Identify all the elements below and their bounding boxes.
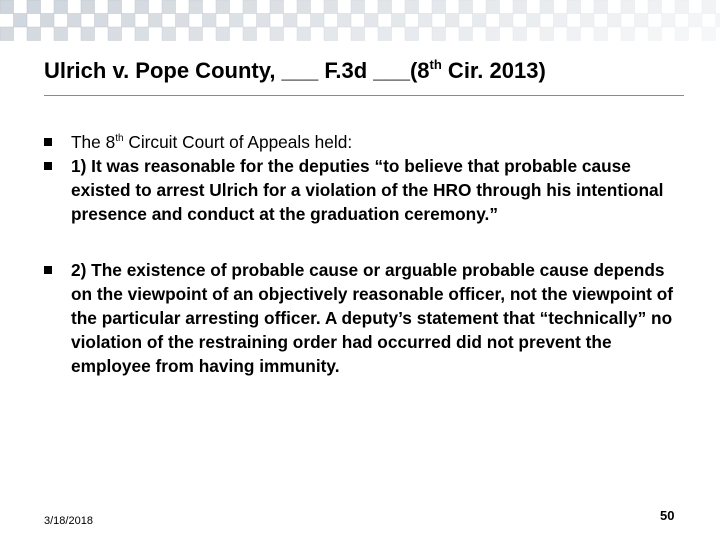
checker-square — [243, 0, 257, 14]
checker-square — [459, 27, 473, 41]
bullet-1-post: Circuit Court of Appeals held: — [123, 132, 353, 152]
checker-square — [162, 0, 176, 14]
checker-square — [567, 0, 581, 14]
bullet-2-text: 1) It was reasonable for the deputies “to believe that probable cause existed to arrest Ulrich for a violation of the HRO through his intentional presence and conduct at the graduation ceremony.” — [71, 156, 664, 224]
checker-square — [635, 14, 649, 28]
title-main: Ulrich v. Pope County, ___ F.3d ___(8 — [44, 58, 430, 83]
bullet-item — [44, 258, 684, 378]
checker-square — [176, 14, 190, 28]
checker-square — [27, 0, 41, 14]
checker-square — [392, 14, 406, 28]
checker-square — [135, 27, 149, 41]
checker-square — [365, 14, 379, 28]
bullet-1-superscript: th — [115, 133, 124, 145]
checker-square — [324, 0, 338, 14]
checker-square — [297, 0, 311, 14]
checker-square — [243, 27, 257, 41]
checker-square — [284, 14, 298, 28]
checker-square — [162, 27, 176, 41]
slide-title — [44, 56, 546, 86]
checker-square — [581, 14, 595, 28]
checker-square — [41, 14, 55, 28]
checker-square — [513, 27, 527, 41]
checker-square — [203, 14, 217, 28]
checker-square — [513, 0, 527, 14]
checker-square — [189, 0, 203, 14]
checker-square — [594, 0, 608, 14]
checker-square — [702, 0, 716, 14]
checker-pattern-decoration — [0, 0, 720, 42]
checker-square — [608, 14, 622, 28]
checker-square — [0, 27, 14, 41]
page-number: 50 — [660, 508, 675, 523]
checker-square — [351, 27, 365, 41]
checker-square — [297, 27, 311, 41]
checker-square — [95, 14, 109, 28]
checker-square — [122, 14, 136, 28]
checker-square — [702, 27, 716, 41]
bullet-item — [44, 154, 684, 226]
checker-square — [648, 27, 662, 41]
bullet-list — [44, 130, 684, 378]
checker-square — [378, 0, 392, 14]
checker-square — [689, 14, 703, 28]
checker-square — [149, 14, 163, 28]
checker-square — [81, 27, 95, 41]
checker-square — [311, 14, 325, 28]
checker-square — [675, 27, 689, 41]
checker-square — [27, 27, 41, 41]
checker-square — [405, 27, 419, 41]
checker-square — [216, 27, 230, 41]
checker-square — [54, 0, 68, 14]
checker-square — [257, 14, 271, 28]
checker-square — [527, 14, 541, 28]
checker-square — [567, 27, 581, 41]
checker-square — [270, 0, 284, 14]
checker-square — [675, 0, 689, 14]
checker-square — [351, 0, 365, 14]
checker-square — [419, 14, 433, 28]
checker-square — [216, 0, 230, 14]
checker-square — [648, 0, 662, 14]
checker-square — [54, 27, 68, 41]
bullet-item — [44, 130, 684, 154]
square-bullet-icon — [44, 162, 52, 170]
title-divider — [44, 95, 684, 96]
checker-square — [108, 27, 122, 41]
title-superscript: th — [429, 56, 442, 72]
checker-square — [0, 0, 14, 14]
bullet-1-pre: The 8 — [71, 132, 116, 152]
checker-square — [270, 27, 284, 41]
checker-square — [405, 0, 419, 14]
checker-square — [486, 27, 500, 41]
checker-square — [662, 14, 676, 28]
checker-square — [230, 14, 244, 28]
checker-square — [432, 27, 446, 41]
checker-square — [68, 14, 82, 28]
slide-date: 3/18/2018 — [44, 515, 93, 527]
checker-square — [500, 14, 514, 28]
bullet-3-text: 2) The existence of probable cause or arguable probable cause depends on the viewpoint of an objectively reasonable officer, not the viewpoint of the particular arresting officer. A deputy’s statement that “technically” no violation of the restraining order had occurred did not prevent the employee from having immunity. — [71, 260, 674, 376]
checker-square — [432, 0, 446, 14]
title-end: Cir. 2013) — [441, 58, 546, 83]
square-bullet-icon — [44, 138, 52, 146]
checker-square — [338, 14, 352, 28]
checker-square — [621, 27, 635, 41]
checker-square — [621, 0, 635, 14]
checker-square — [540, 0, 554, 14]
checker-square — [189, 27, 203, 41]
checker-square — [81, 0, 95, 14]
checker-square — [459, 0, 473, 14]
square-bullet-icon — [44, 266, 52, 274]
checker-square — [540, 27, 554, 41]
checker-square — [594, 27, 608, 41]
checker-square — [554, 14, 568, 28]
checker-square — [473, 14, 487, 28]
checker-square — [378, 27, 392, 41]
checker-square — [486, 0, 500, 14]
checker-square — [108, 0, 122, 14]
checker-square — [14, 14, 28, 28]
checker-square — [716, 14, 720, 28]
checker-square — [324, 27, 338, 41]
checker-square — [446, 14, 460, 28]
checker-square — [135, 0, 149, 14]
